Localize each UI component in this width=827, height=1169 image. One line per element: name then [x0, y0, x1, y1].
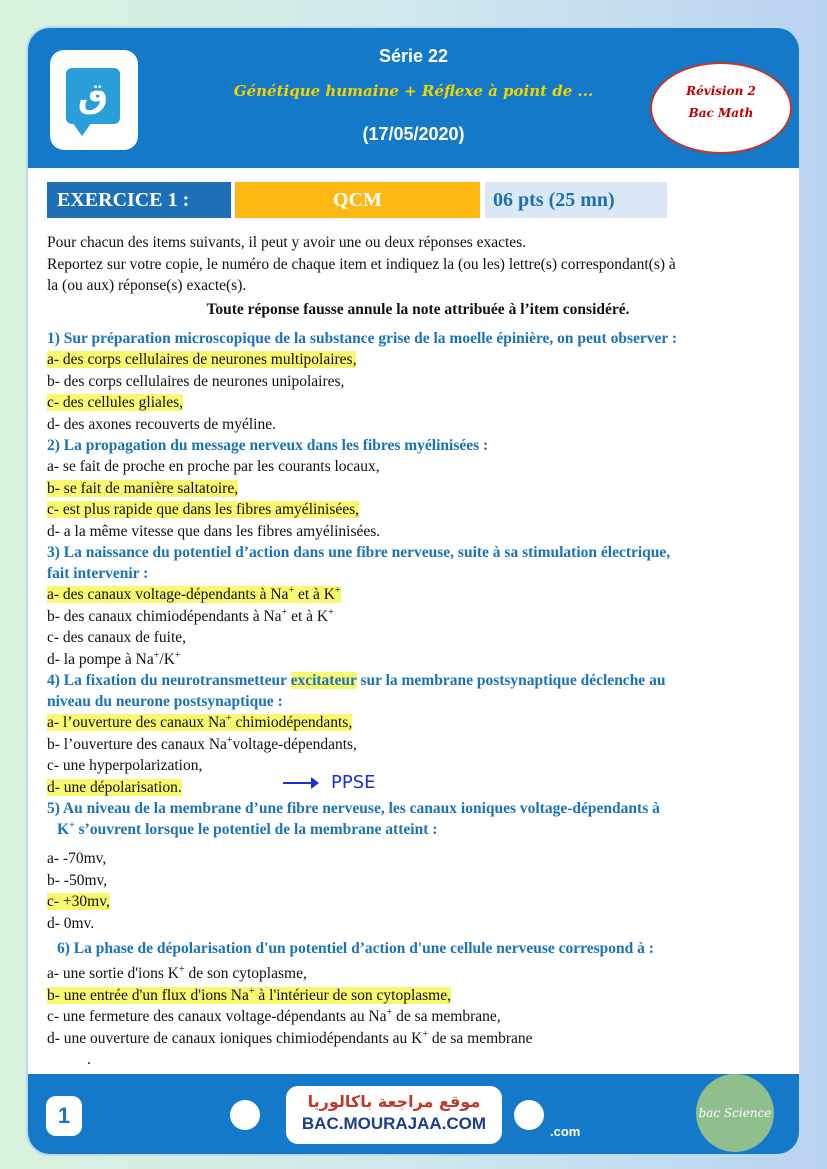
- site-url[interactable]: BAC.MOURAJAA.COM: [301, 1114, 487, 1133]
- question-text: 4) La fixation du neurotransmetteur: [47, 672, 291, 689]
- option-2a: a- se fait de proche en proche par les courants locaux,: [47, 458, 380, 475]
- highlighted-answer: c- des cellules gliales,: [47, 394, 184, 411]
- site-name-arabic: موقع مراجعة باكالوريا: [307, 1092, 481, 1111]
- option-1a: [47, 349, 789, 371]
- footer-banner: [28, 1074, 799, 1154]
- partner-logo-icon: [230, 1100, 260, 1130]
- option-text: de son cytoplasme,: [184, 965, 307, 982]
- trailing-dot: .: [87, 1051, 91, 1068]
- option-3c: c- des canaux de fuite,: [47, 629, 187, 646]
- option-text: b- une entrée d'un flux d'ions Na: [47, 986, 249, 1004]
- highlighted-answer: [47, 586, 341, 603]
- option-3d: [47, 649, 789, 671]
- option-4a: [47, 712, 789, 734]
- exercise-type: QCM: [235, 182, 480, 218]
- option-1b: b- des corps cellulaires de neurones unipolaires,: [47, 372, 345, 390]
- handwritten-annotation: [283, 772, 376, 793]
- partner-logo-icon: [514, 1100, 544, 1130]
- instruction-line: la (ou aux) réponse(s) exacte(s).: [47, 277, 247, 294]
- instructions: [47, 232, 789, 320]
- exercise-header: [47, 182, 667, 218]
- option-6d: [47, 1028, 789, 1050]
- option-text: chimiodépendants,: [231, 714, 353, 731]
- option-text: c- une fermeture des canaux voltage-dépendants au Na: [47, 1008, 387, 1025]
- question-3-line-2: fait intervenir :: [47, 565, 149, 582]
- option-1d: d- des axones recouverts de myéline.: [47, 415, 276, 433]
- option-5b: b- -50mv,: [47, 871, 108, 889]
- option-text: d- la pompe à Na: [47, 650, 154, 668]
- question-text: s’ouvrent lorsque le potentiel de la membrane atteint :: [74, 821, 438, 838]
- highlighted-answer: c- est plus rapide que dans les fibres amyélinisées,: [47, 501, 360, 518]
- option-5d: d- 0mv.: [47, 914, 95, 932]
- plus-sign: +: [281, 606, 288, 618]
- site-banner[interactable]: [286, 1086, 502, 1144]
- option-text: de sa membrane: [427, 1029, 533, 1047]
- option-6b: [47, 985, 789, 1007]
- option-text: et à K: [287, 607, 329, 625]
- plus-sign: +: [153, 649, 160, 661]
- question-text: K: [57, 821, 70, 838]
- option-text: b- des canaux chimiodépendants à Na: [47, 607, 282, 625]
- option-6a: [47, 963, 789, 985]
- exercise-label: EXERCICE 1 :: [47, 182, 231, 218]
- question-3-line-1: 3) La naissance du potentiel d’action dans une fibre nerveuse, suite à sa stimulation électrique,: [47, 544, 671, 561]
- worksheet-page: [28, 28, 799, 1154]
- highlighted-word: excitateur: [290, 672, 357, 689]
- question-5-line-1: 5) Au niveau de la membrane d’une fibre nerveuse, les canaux ioniques voltage-dépendants à: [47, 800, 660, 817]
- option-text: de sa membrane,: [392, 1008, 501, 1025]
- plus-sign: +: [328, 606, 334, 618]
- option-3b: [47, 606, 789, 628]
- page-number: 1: [46, 1096, 82, 1136]
- question-4-line-1: [47, 670, 789, 691]
- option-text: a- des canaux voltage-dépendants à Na: [47, 586, 289, 603]
- option-3a: [47, 584, 789, 606]
- plus-sign: +: [69, 819, 75, 831]
- question-2: 2) La propagation du message nerveux dans les fibres myélinisées :: [47, 437, 489, 454]
- badge-line-2: Bac Math: [688, 106, 754, 120]
- instruction-line: Pour chacun des items suivants, il peut y avoir une ou deux réponses exactes.: [47, 234, 527, 251]
- plus-sign: +: [226, 734, 233, 746]
- question-1: 1) Sur préparation microscopique de la substance grise de la moelle épinière, on peut observer :: [47, 330, 678, 347]
- option-1c: [47, 392, 789, 414]
- option-2b: [47, 478, 789, 500]
- option-text: b- l’ouverture des canaux Na: [47, 735, 227, 753]
- instruction-line: Reportez sur votre copie, le numéro de chaque item et indiquez la (ou les) lettre(s) correspondant(s) à: [47, 255, 676, 273]
- series-title: Série 22: [378, 46, 449, 66]
- bac-science-logo: bac Science: [696, 1074, 774, 1152]
- option-text: à l'intérieur de son cytoplasme,: [254, 986, 451, 1004]
- highlighted-answer: a- des corps cellulaires de neurones multipolaires,: [47, 351, 357, 368]
- scoring-rule: Toute réponse fausse annule la note attribuée à l’item considéré.: [206, 300, 630, 318]
- question-4-line-2: niveau du neurone postsynaptique :: [47, 693, 283, 710]
- exercise-points: 06 pts (25 mn): [485, 182, 667, 218]
- question-text: sur la membrane postsynaptique déclenche au: [356, 672, 666, 689]
- plus-sign: +: [288, 584, 295, 596]
- option-2c: [47, 499, 789, 521]
- option-6c: [47, 1006, 789, 1028]
- logo-icon: ق: [66, 68, 120, 124]
- plus-sign: +: [386, 1006, 393, 1018]
- option-5c: [47, 891, 789, 913]
- badge-line-1: Révision 2: [686, 84, 756, 98]
- highlighted-answer: [47, 987, 451, 1004]
- question-5-line-2: [47, 819, 789, 840]
- highlighted-answer: [47, 714, 352, 731]
- series-date: (17/05/2020): [362, 124, 465, 144]
- option-text: a- l’ouverture des canaux Na: [47, 714, 227, 731]
- option-text: voltage-dépendants,: [232, 735, 357, 753]
- question-6: 6) La phase de dépolarisation d'un potentiel d’action d'une cellule nerveuse correspond à :: [57, 940, 654, 957]
- option-4b: [47, 734, 789, 756]
- plus-sign: +: [174, 649, 181, 661]
- plus-sign: +: [226, 712, 232, 724]
- option-text: d- une ouverture de canaux ioniques chimiodépendants au K: [47, 1029, 423, 1047]
- exercise-content: [47, 232, 789, 1071]
- option-text: a- une sortie d'ions K: [47, 965, 179, 982]
- revision-badge: [650, 62, 792, 154]
- option-5a: a- -70mv,: [47, 850, 107, 867]
- option-4c: c- une hyperpolarization,: [47, 757, 203, 774]
- plus-sign: +: [248, 985, 255, 997]
- header-banner: [28, 28, 799, 168]
- plus-sign: +: [334, 584, 341, 596]
- arrow-icon: [283, 782, 317, 784]
- series-subtitle: Génétique humaine + Réflexe à point de ...: [233, 82, 594, 100]
- annotation-text: PPSE: [331, 772, 376, 793]
- highlighted-answer: c- +30mv,: [47, 893, 110, 910]
- footer-domain: .com: [550, 1124, 581, 1139]
- plus-sign: +: [178, 963, 185, 975]
- plus-sign: +: [422, 1028, 428, 1040]
- highlighted-answer: d- une dépolarisation.: [47, 778, 182, 796]
- option-text: /K: [159, 650, 175, 668]
- option-text: et à K: [294, 586, 335, 603]
- highlighted-answer: b- se fait de manière saltatoire,: [47, 479, 239, 497]
- option-4d: [47, 777, 789, 799]
- option-2d: d- a la même vitesse que dans les fibres amyélinisées.: [47, 522, 381, 540]
